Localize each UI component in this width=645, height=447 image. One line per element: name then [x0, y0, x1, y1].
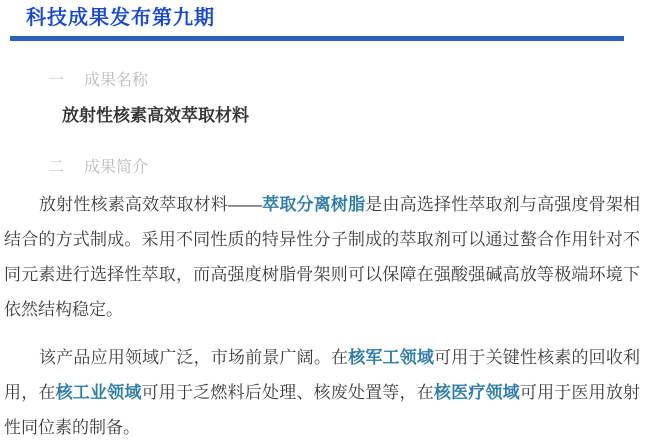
body-text-segment: 是由高选择性萃取剂与高强度骨架相结合的方式制成。采用不同性质的特异性分子制成的萃取剂可以通过螯合作用针对不同元素进行选择性萃取，而高强度树脂骨架则可以保障在强酸强碱高放等极端环境下依然结构稳定。 — [4, 195, 641, 319]
highlighted-term: 核医疗领域 — [433, 383, 520, 402]
body-text-segment: 该产品应用领域广泛，市场前景广阔。在 — [39, 348, 349, 367]
document-page — [0, 6, 645, 447]
header-divider — [10, 36, 624, 41]
body-text-segment: 放射性核素高效萃取材料—— — [39, 195, 262, 214]
body-text-segment: 可用于关键性核素的回收利用，在 — [4, 348, 641, 402]
section-number: 一 — [48, 72, 65, 89]
achievement-name: 放射性核素高效萃取材料 — [62, 106, 249, 125]
section-heading-name — [48, 71, 645, 91]
highlighted-term: 核工业领域 — [55, 383, 142, 402]
intro-paragraph-1 — [4, 187, 640, 327]
section-label: 成果简介 — [84, 159, 149, 176]
body-text-segment: 可用于乏燃料后处理、核废处置等，在 — [141, 383, 434, 402]
section-number: 二 — [48, 159, 65, 176]
body-text-segment: 可用于医用放射性同位素的制备。 — [4, 383, 641, 437]
section-label: 成果名称 — [84, 72, 149, 89]
section-heading-intro — [48, 158, 645, 178]
intro-paragraph-2 — [4, 340, 640, 445]
highlighted-term: 萃取分离树脂 — [262, 195, 366, 214]
highlighted-term: 核军工领域 — [348, 348, 435, 367]
page-title: 科技成果发布第九期 — [26, 7, 215, 29]
intro-body — [4, 187, 640, 445]
